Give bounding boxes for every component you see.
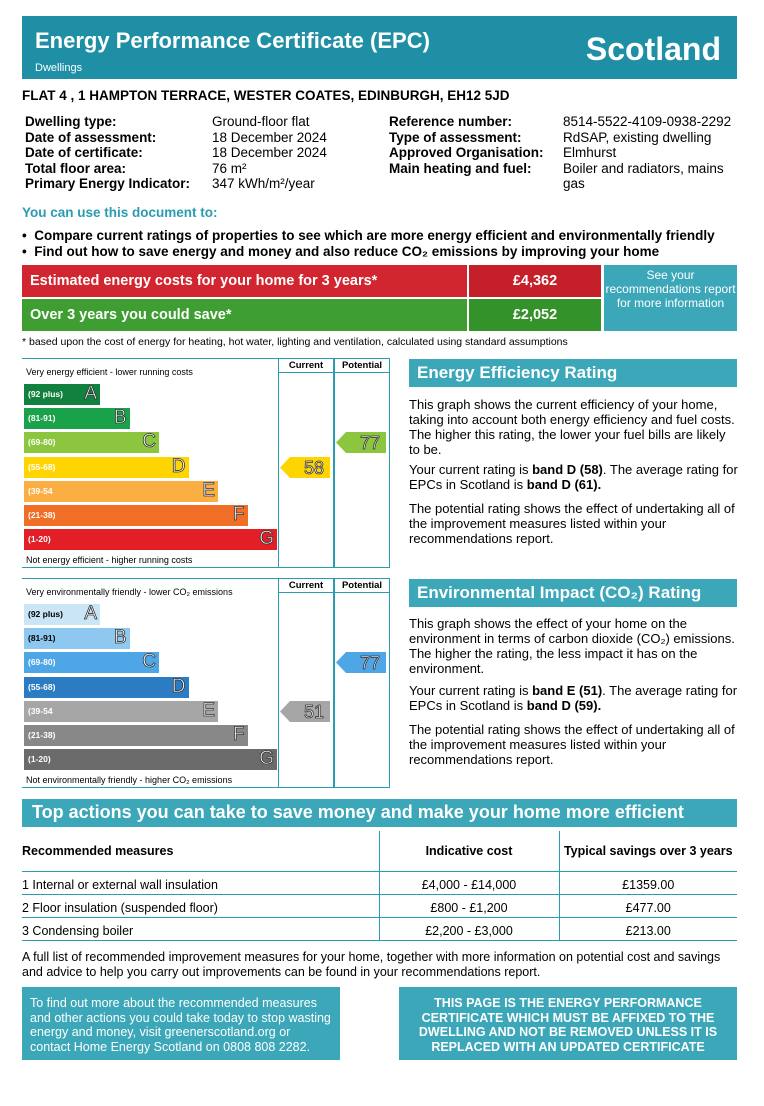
band-letter: A bbox=[84, 603, 97, 624]
savings-cell: £477.00 bbox=[559, 894, 737, 917]
savings-cell: £1359.00 bbox=[559, 871, 737, 894]
detail-label: Total floor area: bbox=[25, 160, 127, 176]
band-range: (81-91) bbox=[28, 413, 56, 424]
current-rating-arrow bbox=[280, 701, 330, 722]
rating-band-d bbox=[24, 457, 189, 478]
rating-band-e bbox=[24, 701, 218, 722]
band-range: (55-68) bbox=[28, 461, 56, 472]
rating-band-c bbox=[24, 652, 159, 673]
chart-top-label: Very environmentally friendly - lower CO₂ emissions bbox=[26, 587, 233, 597]
header-measures: Recommended measures bbox=[22, 843, 174, 858]
header-cost: Indicative cost bbox=[379, 831, 559, 871]
potential-column bbox=[334, 578, 390, 788]
band-letter: G bbox=[259, 528, 274, 550]
cost-footnote: * based upon the cost of energy for heating, hot water, lighting and ventilation, calculated using standard assumptions bbox=[22, 336, 568, 348]
text: Your current rating is bbox=[409, 683, 533, 698]
page-title: Energy Performance Certificate (EPC) bbox=[35, 28, 430, 53]
detail-label: Dwelling type: bbox=[25, 114, 117, 129]
band-letter: C bbox=[142, 431, 156, 453]
detail-value: Boiler and radiators, mains bbox=[563, 160, 724, 176]
rating-band-d bbox=[24, 677, 189, 698]
chart-bottom-label: Not environmentally friendly - higher CO₂ emissions bbox=[26, 775, 233, 785]
band-letter: F bbox=[232, 724, 245, 745]
savings-value: £2,052 bbox=[512, 307, 558, 323]
header-savings: Typical savings over 3 years bbox=[559, 831, 737, 871]
detail-value: 18 December 2024 bbox=[212, 145, 327, 160]
estimated-cost-bar bbox=[22, 265, 467, 297]
band-letter: D bbox=[171, 455, 186, 477]
page-subtitle: Dwellings bbox=[35, 62, 83, 74]
cost-cell: £800 - £1,200 bbox=[379, 894, 559, 917]
detail-label: Primary Energy Indicator: bbox=[25, 176, 191, 191]
savings-label: Over 3 years you could save* bbox=[30, 307, 232, 323]
text: Your current rating is bbox=[409, 462, 533, 477]
energy-efficiency-description: This graph shows the current efficiency of your home, taking into account both energy efficiency and fuel costs. The higher this rating, the lower your fuel bills are likely to be. bbox=[409, 397, 735, 457]
band-range: (69-80) bbox=[28, 437, 56, 448]
rating-band-b bbox=[24, 628, 130, 649]
rating-band-e bbox=[24, 481, 218, 502]
environmental-impact-description: This graph shows the effect of your home on the environment in terms of carbon dioxide (CO₂) emissions. The higher the rating, the less impact it has on the environment. bbox=[409, 616, 735, 676]
chart-bottom-label: Not energy efficient - higher running costs bbox=[26, 555, 193, 565]
detail-label: Date of certificate: bbox=[25, 145, 143, 160]
detail-value: 76 m² bbox=[212, 160, 247, 176]
detail-label: Type of assessment: bbox=[389, 129, 522, 145]
potential-rating-value: 77 bbox=[359, 433, 380, 454]
band-range: (69-80) bbox=[28, 657, 56, 668]
detail-value: Elmhurst bbox=[563, 145, 617, 160]
detail-label: Reference number: bbox=[389, 114, 513, 129]
top-actions-title: Top actions you can take to save money and make your home more efficient bbox=[22, 799, 737, 827]
detail-label: Main heating and fuel: bbox=[389, 160, 532, 176]
rating-band-a bbox=[24, 384, 100, 405]
energy-efficiency-potential: The potential rating shows the effect of undertaking all of the improvement measures listed within your recommendations report. bbox=[409, 501, 735, 546]
detail-value: 347 kWh/m²/year bbox=[212, 176, 315, 191]
see-recommendations-box: See your recommendations report for more information bbox=[604, 265, 737, 331]
band-letter: E bbox=[202, 699, 215, 721]
chart-top-label: Very energy efficient - lower running costs bbox=[26, 367, 193, 377]
current-band: band D (58) bbox=[532, 462, 603, 477]
rating-band-f bbox=[24, 725, 248, 746]
potential-rating-value: 77 bbox=[359, 653, 380, 674]
band-range: (1-20) bbox=[28, 534, 51, 545]
detail-value: gas bbox=[563, 176, 585, 191]
measure-cell: 1 Internal or external wall insulation bbox=[22, 877, 218, 892]
band-letter: B bbox=[113, 627, 127, 649]
property-address: FLAT 4 , 1 HAMPTON TERRACE, WESTER COATES, EDINBURGH, EH12 5JD bbox=[22, 88, 510, 103]
band-letter: F bbox=[232, 504, 245, 525]
estimated-cost-value-box bbox=[469, 265, 601, 297]
current-rating-value: 58 bbox=[303, 457, 324, 478]
details-left bbox=[22, 114, 382, 194]
band-range: (92 plus) bbox=[28, 389, 63, 399]
details-right bbox=[389, 114, 749, 194]
environmental-impact-chart bbox=[22, 578, 390, 788]
energy-efficiency-title: Energy Efficiency Rating bbox=[409, 359, 737, 387]
band-range: (92 plus) bbox=[28, 609, 63, 619]
detail-value: Ground-floor flat bbox=[212, 114, 310, 129]
band-letter: D bbox=[171, 675, 186, 697]
rating-band-b bbox=[24, 408, 130, 429]
bullet-text: Find out how to save energy and money and also reduce CO₂ emissions by improving your home bbox=[34, 244, 660, 259]
band-range: (39-54 bbox=[28, 485, 53, 496]
recommended-measures-table bbox=[22, 831, 737, 941]
full-list-note: A full list of recommended improvement measures for your home, together with more information on potential cost and savings and advice to help you carry out improvements can be found in your recommendations report. bbox=[22, 950, 721, 979]
text: . The average rating for EPCs in Scotland is bbox=[409, 462, 738, 492]
savings-cell: £213.00 bbox=[559, 917, 737, 940]
current-column-header: Current bbox=[288, 580, 324, 591]
energy-efficiency-chart bbox=[22, 358, 390, 568]
bullet-text: Compare current ratings of properties to see which are more energy efficient and environmentally friendly bbox=[34, 228, 715, 243]
band-range: (39-54 bbox=[28, 705, 53, 716]
cost-cell: £4,000 - £14,000 bbox=[379, 871, 559, 894]
environmental-impact-title: Environmental Impact (CO₂) Rating bbox=[409, 579, 737, 607]
band-range: (1-20) bbox=[28, 754, 51, 765]
band-range: (55-68) bbox=[28, 681, 56, 692]
rating-band-f bbox=[24, 505, 248, 526]
bullet-item: • Compare current ratings of properties to see which are more energy efficient and environmentally friendly bbox=[22, 228, 715, 243]
savings-bar bbox=[22, 299, 467, 331]
measure-cell: 2 Floor insulation (suspended floor) bbox=[22, 900, 218, 915]
band-letter: G bbox=[259, 748, 274, 770]
environmental-impact-potential: The potential rating shows the effect of undertaking all of the improvement measures listed within your recommendations report. bbox=[409, 722, 735, 767]
bullet-item: • Find out how to save energy and money and also reduce CO₂ emissions by improving your home bbox=[22, 244, 660, 259]
detail-value: 18 December 2024 bbox=[212, 129, 327, 145]
text: . The average rating for EPCs in Scotland is bbox=[409, 683, 738, 713]
table-row bbox=[22, 917, 737, 940]
estimated-cost-label: Estimated energy costs for your home for 3 years* bbox=[30, 273, 378, 289]
current-rating-arrow bbox=[280, 457, 330, 478]
cost-cell: £2,200 - £3,000 bbox=[379, 917, 559, 940]
rating-band-c bbox=[24, 432, 159, 453]
current-rating-value: 51 bbox=[303, 701, 324, 722]
energy-efficiency-current bbox=[409, 462, 739, 492]
region-label: Scotland bbox=[585, 31, 721, 67]
estimated-cost-value: £4,362 bbox=[512, 273, 558, 289]
table-row bbox=[22, 871, 737, 894]
potential-rating-arrow bbox=[336, 432, 386, 453]
current-column-header: Current bbox=[288, 360, 324, 371]
detail-value: 8514-5522-4109-0938-2292 bbox=[563, 114, 732, 129]
detail-label: Date of assessment: bbox=[25, 129, 157, 145]
band-range: (21-38) bbox=[28, 510, 56, 520]
band-range: (81-91) bbox=[28, 633, 56, 644]
measure-cell: 3 Condensing boiler bbox=[22, 923, 134, 938]
potential-rating-arrow bbox=[336, 652, 386, 673]
environmental-impact-current bbox=[409, 683, 739, 713]
band-letter: C bbox=[142, 651, 156, 673]
band-letter: E bbox=[202, 479, 215, 501]
more-info-box: To find out more about the recommended measures and other actions you could take today to stop wasting energy and money, visit greenerscotland.org or contact Home Energy Scotland on 0808 808 2282. bbox=[22, 987, 340, 1060]
potential-column-header: Potential bbox=[341, 360, 383, 371]
potential-column bbox=[334, 358, 390, 568]
band-letter: A bbox=[84, 383, 97, 404]
table-row bbox=[22, 894, 737, 917]
potential-column-header: Potential bbox=[341, 580, 383, 591]
certificate-notice-box: THIS PAGE IS THE ENERGY PERFORMANCE CERTIFICATE WHICH MUST BE AFFIXED TO THE DWELLING AND NOT BE REMOVED UNLESS IT IS REPLACED WITH AN UPDATED CERTIFICATE bbox=[399, 987, 737, 1060]
detail-label: Approved Organisation: bbox=[389, 145, 544, 160]
use-document-title: You can use this document to: bbox=[22, 205, 218, 220]
rating-band-a bbox=[24, 604, 100, 625]
average-band: band D (59). bbox=[526, 698, 602, 713]
detail-value: RdSAP, existing dwelling bbox=[563, 129, 712, 145]
epc-header bbox=[22, 16, 737, 79]
rating-band-g bbox=[24, 749, 277, 770]
band-range: (21-38) bbox=[28, 730, 56, 740]
current-column bbox=[278, 578, 334, 788]
current-band: band E (51) bbox=[532, 683, 603, 698]
savings-value-box bbox=[469, 299, 601, 331]
band-letter: B bbox=[113, 407, 127, 429]
rating-band-g bbox=[24, 529, 277, 550]
average-band: band D (61). bbox=[526, 477, 602, 492]
